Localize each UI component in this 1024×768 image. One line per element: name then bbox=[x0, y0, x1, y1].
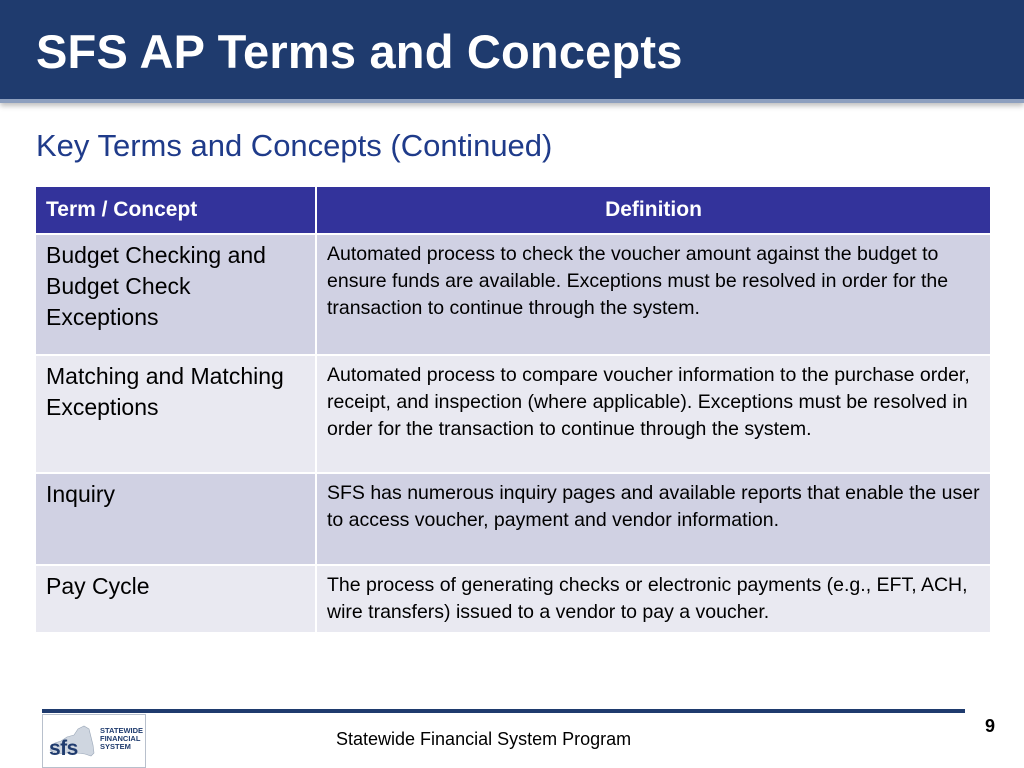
term-cell: Pay Cycle bbox=[35, 565, 316, 633]
footer-program-name: Statewide Financial System Program bbox=[336, 729, 632, 749]
new-york-state-outline-icon bbox=[47, 723, 97, 761]
slide-subtitle: Key Terms and Concepts (Continued) bbox=[36, 128, 553, 163]
logo-line-1: STATEWIDE bbox=[100, 726, 144, 735]
definition-cell: SFS has numerous inquiry pages and available reports that enable the user to access voucher, payment and vendor information. bbox=[316, 473, 991, 565]
slide-title: SFS AP Terms and Concepts bbox=[36, 25, 683, 78]
definition-cell: The process of generating checks or electronic payments (e.g., EFT, ACH, wire transfers) issued to a vendor to pay a voucher. bbox=[316, 565, 991, 633]
title-bar bbox=[0, 0, 1024, 103]
terms-table bbox=[34, 185, 992, 634]
header-term-concept: Term / Concept bbox=[35, 186, 316, 234]
logo-line-3: SYSTEM bbox=[100, 742, 131, 751]
table-row bbox=[35, 355, 991, 473]
table-header-row bbox=[35, 186, 991, 234]
logo-line-2: FINANCIAL bbox=[100, 734, 141, 743]
table-row bbox=[35, 473, 991, 565]
page-number: 9 bbox=[985, 716, 996, 736]
header-definition: Definition bbox=[316, 186, 991, 234]
table-row bbox=[35, 234, 991, 355]
sfs-logo bbox=[42, 714, 146, 768]
term-cell: Budget Checking and Budget Check Exceptions bbox=[35, 234, 316, 355]
table-row bbox=[35, 565, 991, 633]
term-cell: Matching and Matching Exceptions bbox=[35, 355, 316, 473]
term-cell: Inquiry bbox=[35, 473, 316, 565]
definition-cell: Automated process to check the voucher amount against the budget to ensure funds are available. Exceptions must be resolved in order for the transaction to continue through the system. bbox=[316, 234, 991, 355]
logo-mark-text: sfs bbox=[49, 737, 78, 760]
definition-cell: Automated process to compare voucher information to the purchase order, receipt, and inspection (where applicable). Exceptions must be resolved in order for the transaction to continue through the system. bbox=[316, 355, 991, 473]
logo-wordmark bbox=[100, 727, 146, 751]
footer-divider bbox=[42, 709, 965, 713]
